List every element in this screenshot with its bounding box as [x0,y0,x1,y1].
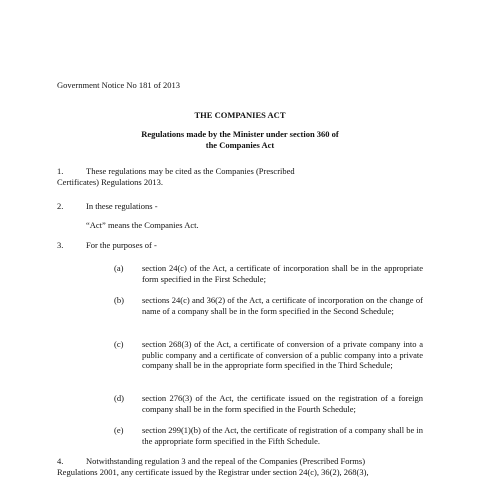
regulation-3-item-text: section 268(3) of the Act, a certificate of conversion of a private company into a public company and a certificate of conversion of a public company into a private company shall be in the appropriate form specified in the Third Schedule; [142,339,423,370]
government-notice-number: Government Notice No 181 of 2013 [57,80,180,90]
regulation-4-line-2: Regulations 2001, any certificate issued by the Registrar under section 24(c), 36(2), 268(3), [57,467,369,477]
subtitle-line-2: the Companies Act [205,140,275,150]
regulation-3-item-text: section 24(c) of the Act, a certificate of incorporation shall be in the appropriate form specified in the First Schedule; [142,263,423,284]
act-title: THE COMPANIES ACT [194,110,286,120]
regulation-2-definition: “Act” means the Companies Act. [86,220,199,230]
regulation-1-line-1: These regulations may be cited as the Companies (Prescribed [86,166,295,176]
regulation-3-item-label: (e) [114,425,124,435]
regulation-3-item-label: (d) [114,393,124,403]
regulation-3-intro: For the purposes of - [86,240,157,250]
subtitle-line-1: Regulations made by the Minister under section 360 of [141,129,339,139]
regulation-1-number: 1. [57,166,64,176]
regulation-4-number: 4. [57,456,64,466]
regulation-3-item-text: section 276(3) of the Act, the certificate issued on the registration of a foreign company shall be in the form specified in the Fourth Schedule; [142,393,423,414]
regulation-1-line-2: Certificates) Regulations 2013. [57,177,163,187]
regulation-3-item-label: (c) [114,339,124,349]
regulation-4-line-1: Notwithstanding regulation 3 and the repeal of the Companies (Prescribed Forms) [86,456,366,466]
regulation-3-item-label: (a) [114,263,124,273]
regulation-2-number: 2. [57,201,64,211]
regulation-2-intro: In these regulations - [86,201,158,211]
regulation-3-item-label: (b) [114,295,124,305]
regulation-3-item-text: sections 24(c) and 36(2) of the Act, a certificate of incorporation on the change of name of a company shall be in the form specified in the Second Schedule; [142,295,423,316]
regulation-3-number: 3. [57,240,64,250]
regulation-3-item-text: section 299(1)(b) of the Act, the certificate of registration of a company shall be in the appropriate form specified in the Fifth Schedule. [142,425,423,446]
